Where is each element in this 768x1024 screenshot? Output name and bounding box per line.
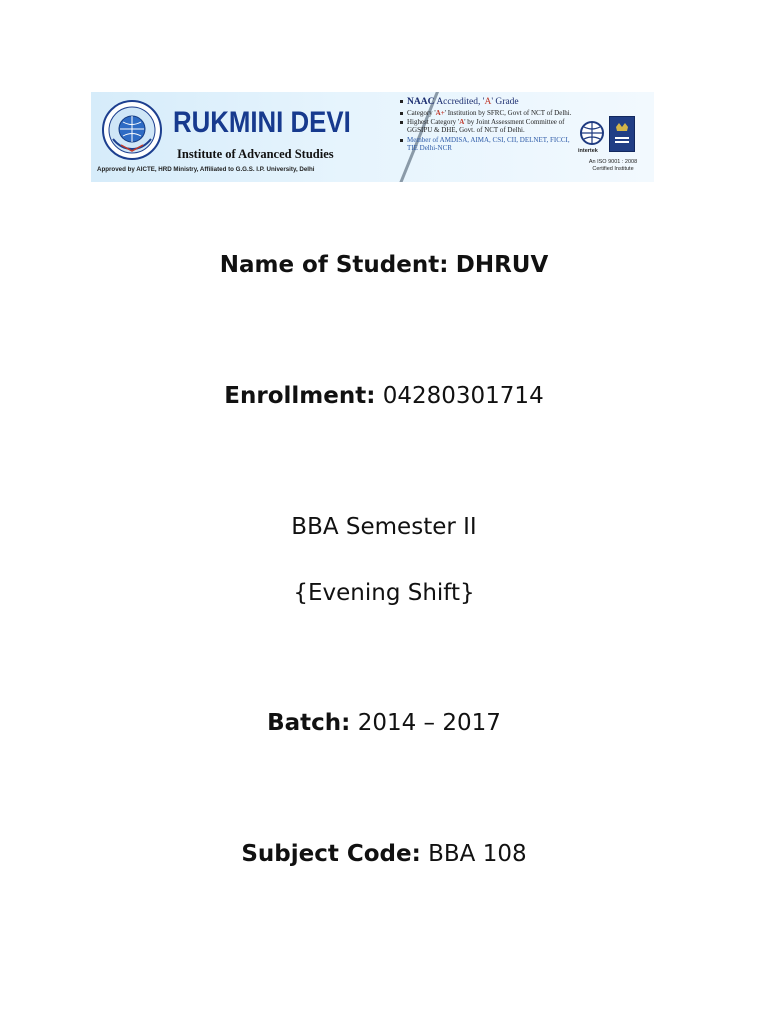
- intertek-label: intertek: [578, 148, 598, 154]
- subject-code-label: Subject Code:: [241, 841, 421, 867]
- iso-line-2: Certified Institute: [592, 165, 634, 172]
- naac-prefix: NAAC: [407, 97, 435, 107]
- naac-grade: A: [484, 97, 492, 107]
- iso-line-1: An ISO 9001 : 2008: [588, 159, 638, 165]
- category-highlight: A+: [435, 109, 445, 117]
- category-suffix: ' Institution by SFRC, Govt of NCT of Delhi.: [444, 109, 572, 117]
- subject-code-value: BBA 108: [428, 841, 527, 867]
- institute-subtitle: Institute of Advanced Studies: [177, 147, 334, 161]
- accreditation-member: Member of AMDISA, AIMA, CSI, CII, DELNET, FICCI, TIE Delhi-NCR: [399, 136, 574, 152]
- approval-note: Approved by AICTE, HRD Ministry, Affiliated to G.G.S. I.P. University, Delhi: [97, 166, 315, 173]
- subject-code-line: [0, 841, 768, 867]
- enrollment-line: [0, 383, 768, 409]
- naac-suffix: ' Grade: [491, 97, 519, 107]
- accreditation-naac: [399, 97, 574, 108]
- shift-line: {Evening Shift}: [293, 580, 475, 606]
- highest-highlight: A: [459, 118, 465, 127]
- institute-emblem-icon: [101, 99, 163, 161]
- enrollment-label: Enrollment:: [224, 383, 376, 409]
- highest-prefix: Highest Category ': [407, 118, 460, 127]
- enrollment-value: 04280301714: [382, 383, 544, 409]
- batch-line: [0, 710, 768, 736]
- ukas-crown-mark: [610, 117, 634, 151]
- student-name-label: Name of Student:: [219, 252, 449, 278]
- student-name-value: DHRUV: [455, 252, 549, 278]
- accreditation-list: [399, 97, 574, 153]
- naac-middle: Accredited, ': [436, 97, 485, 107]
- iso-certification: [583, 159, 643, 172]
- program-line: BBA Semester II: [291, 514, 477, 540]
- highest-suffix: ' by Joint Assessment Committee of GGSIPU & DHE, Govt. of NCT of Delhi.: [407, 118, 565, 135]
- category-prefix: Category ': [407, 109, 436, 117]
- student-name-line: [0, 252, 768, 278]
- ukas-crown-icon: [609, 116, 635, 152]
- intertek-globe-icon: [579, 120, 605, 146]
- institute-name: RUKMINI DEVI: [173, 106, 351, 139]
- batch-value: 2014 – 2017: [357, 710, 501, 736]
- batch-label: Batch:: [267, 710, 351, 736]
- accreditation-category: [399, 109, 574, 117]
- accreditation-highest: [399, 118, 574, 134]
- institute-header-banner: [91, 92, 654, 182]
